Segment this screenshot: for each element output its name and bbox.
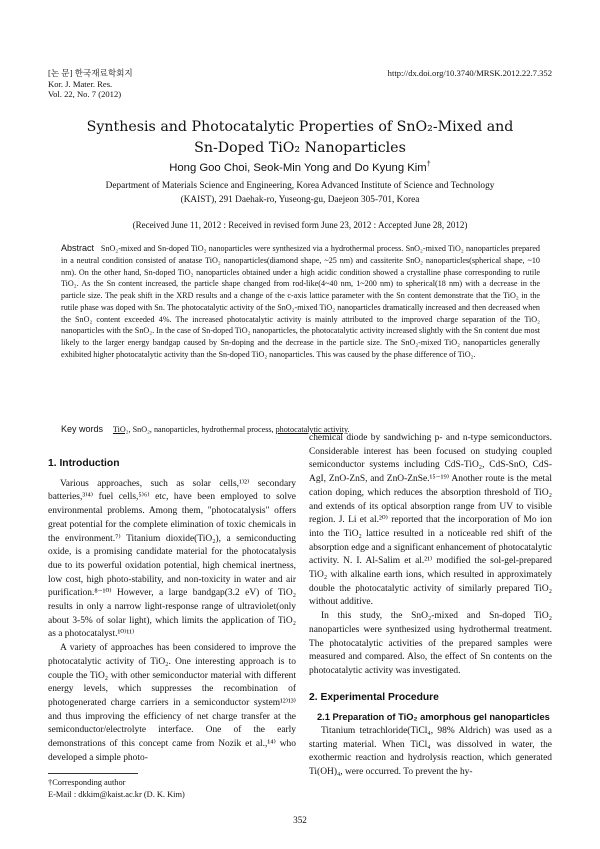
keyword-link-photocatalytic[interactable]: photocatalytic activity <box>275 425 348 434</box>
section-heading-experimental: 2. Experimental Procedure <box>309 691 439 703</box>
received-dates: (Received June 11, 2012 : Received in revised form June 23, 2012 : Accepted June 28, 2012) <box>132 220 468 230</box>
authors <box>40 159 560 174</box>
affiliation-line-2: (KAIST), 291 Daehak-ro, Yuseong-gu, Daejeon 305-701, Korea <box>180 194 420 205</box>
page-number: 352 <box>293 815 307 825</box>
doi-link[interactable]: http://dx.doi.org/10.3740/MRSK.2012.22.7.352 <box>387 68 552 78</box>
journal-name-english: Kor. J. Mater. Res. <box>48 78 113 89</box>
abstract <box>61 243 540 361</box>
journal-name-korean: [논 문] 한국재료학회지 <box>48 68 133 78</box>
title-line-1: Synthesis and Photocatalytic Properties of SnO₂-Mixed and <box>86 119 514 135</box>
experimental-paragraph-1: Titanium tetrachloride(TiCl₄, 98% Aldrich) was used as a starting material. When TiCl₄ was dissolved in water, the exothermic reaction and hydrolysis reaction, which generated Ti(OH)₄, were occurred. To prevent the hy- <box>309 726 552 778</box>
intro-paragraph-1: Various approaches, such as solar cells,¹⁾²⁾ secondary batteries,³⁾⁴⁾ fuel cells,⁵⁾⁶⁾ etc, have been employed to solve environmental problems. Among them, "photocatalysis" offers great potential for the complete elimination of toxic chemicals in the environment.⁷⁾ Titanium dioxide(TiO₂), a semiconducting oxide, is a promising candidate material for the photocatalysis due to its powerful oxidation potential, high chemical inertness, low cost, high photo-stability, and non-toxicity in water and air purification.⁸⁻¹⁰⁾ However, a large bandgap(3.2 eV) of TiO₂ results in only a narrow light-response range of ultraviolet(only about 3-5% of solar light), which limits the application of TiO₂ as a photocatalyst.¹⁰⁾¹¹⁾ <box>48 478 296 640</box>
affiliation-line-1: Department of Materials Science and Engineering, Korea Advanced Institute of Science and Technology <box>105 181 495 191</box>
intro-paragraph-3: chemical diode by sandwiching p- and n-type semiconductors. Considerable interest has been focused on studying coupled semiconductor systems including CdS-TiO₂, CdS-SnO, CdS-AgI, ZnO-ZnS, and ZnO-ZnSe.¹⁵⁻¹⁹⁾ Another route is the metal cation doping, which reduces the absorption threshold of TiO₂ and extends of its optical absorption range from UV to visible region. J. Li et al.²⁰⁾ reported that the incorporation of Mo ion into the TiO₂ lattice resulted in a noticeable red shift of the absorption edge and a significant enhancement of photocatalytic activity. N. I. Al-Salim et al.²¹⁾ modified the sol-gel-prepared TiO₂ with alkaline earth ions, which resulted in approximately double the photocatalytic activity of similarly prepared TiO₂ without additive. <box>309 433 552 608</box>
right-column <box>309 432 552 780</box>
keywords-label: Key words <box>61 424 104 434</box>
abstract-label: Abstract <box>61 243 95 253</box>
section-heading-introduction: 1. Introduction <box>48 458 120 469</box>
intro-paragraph-4: In this study, the SnO₂-mixed and Sn-doped TiO₂ nanoparticles were synthesized using hydrothermal treatment. The photocatalytic activities of the prepared samples were measured and compared. Also, the effect of Sn contents on the photocatalytic activity was investigated. <box>309 611 552 676</box>
author-email[interactable]: E-Mail : dkkim@kaist.ac.kr (D. K. Kim) <box>48 789 185 799</box>
journal-volume: Vol. 22, No. 7 (2012) <box>48 89 122 100</box>
author-names: Hong Goo Choi, Seok-Min Yong and Do Kyung Kim <box>169 162 427 174</box>
keywords-end: . <box>347 425 350 434</box>
keywords-text: , SnO₂, nanoparticles, hydrothermal process, <box>128 425 276 434</box>
title-line-2: Sn-Doped TiO₂ Nanoparticles <box>194 140 406 156</box>
paper-title <box>40 117 560 159</box>
subsection-heading-2-1: 2.1 Preparation of TiO₂ amorphous gel nanoparticles <box>317 712 550 723</box>
abstract-text: SnO₂-mixed and Sn-doped TiO₂ nanoparticles were synthesized via a hydrothermal process. SnO₂-mixed TiO₂ nanoparticles prepared in a neutral condition consisted of anatase TiO₂ nanoparticles(diamond shape, ~25 nm) and cassiterite SnO₂ nanoparticles(spherical shape, ~10 nm). On the other hand, Sn-doped TiO₂ nanoparticles obtained under a high acidic condition showed a crystalline phase corresponding to rutile TiO₂. As the Sn content increased, the particle shape changed from rod-like(4~40 nm, 1~200 nm) to spherical(18 nm) with a decrease in the particle size. The peak shift in the XRD results and a change of the c-axis lattice parameter with the Sn content demonstrate that the TiO₂ in the rutile phase was doped with Sn. The photocatalytic activity of the SnO₂-mixed TiO₂ nanoparticles dramatically increased and then decreased when the SnO₂ content exceeded 4%. The increased photocatalytic activity is mainly attributed to the improved charge separation of the TiO₂ nanoparticles with the SnO₂. In the case of Sn-doped TiO₂ nanoparticles, the photocatalytic activity increased slightly with the Sn content due most likely to the larger energy bandgap caused by Sn-doping and the decrease in the particle size. The SnO₂-mixed TiO₂ nanoparticles generally exhibited higher photocatalytic activity than the Sn-doped TiO₂ nanoparticles. This was caused by the phase difference of TiO₂. <box>61 244 540 359</box>
corresponding-mark: † <box>426 159 431 169</box>
footnote <box>48 777 185 800</box>
corresponding-author-note: †Corresponding author <box>48 778 126 787</box>
footnote-divider <box>48 773 138 774</box>
keyword-link-tio2[interactable]: TiO₂ <box>112 425 129 434</box>
journal-info <box>48 68 133 100</box>
left-column <box>48 457 296 765</box>
affiliation <box>54 180 546 207</box>
intro-paragraph-2: A variety of approaches has been considered to improve the photocatalytic activity of TiO₂. One interesting approach is to couple the TiO₂ with other semiconductor material with different energy levels, which suppresses the recombination of photogenerated charge carriers in a semiconductor system¹²⁾¹³⁾ and thus improving the efficiency of net charge transfer at the semiconductor/electrolyte interface. One of the early demonstrations of this concept came from Nozik et al.,¹⁴⁾ who developed a simple photo- <box>48 643 296 763</box>
